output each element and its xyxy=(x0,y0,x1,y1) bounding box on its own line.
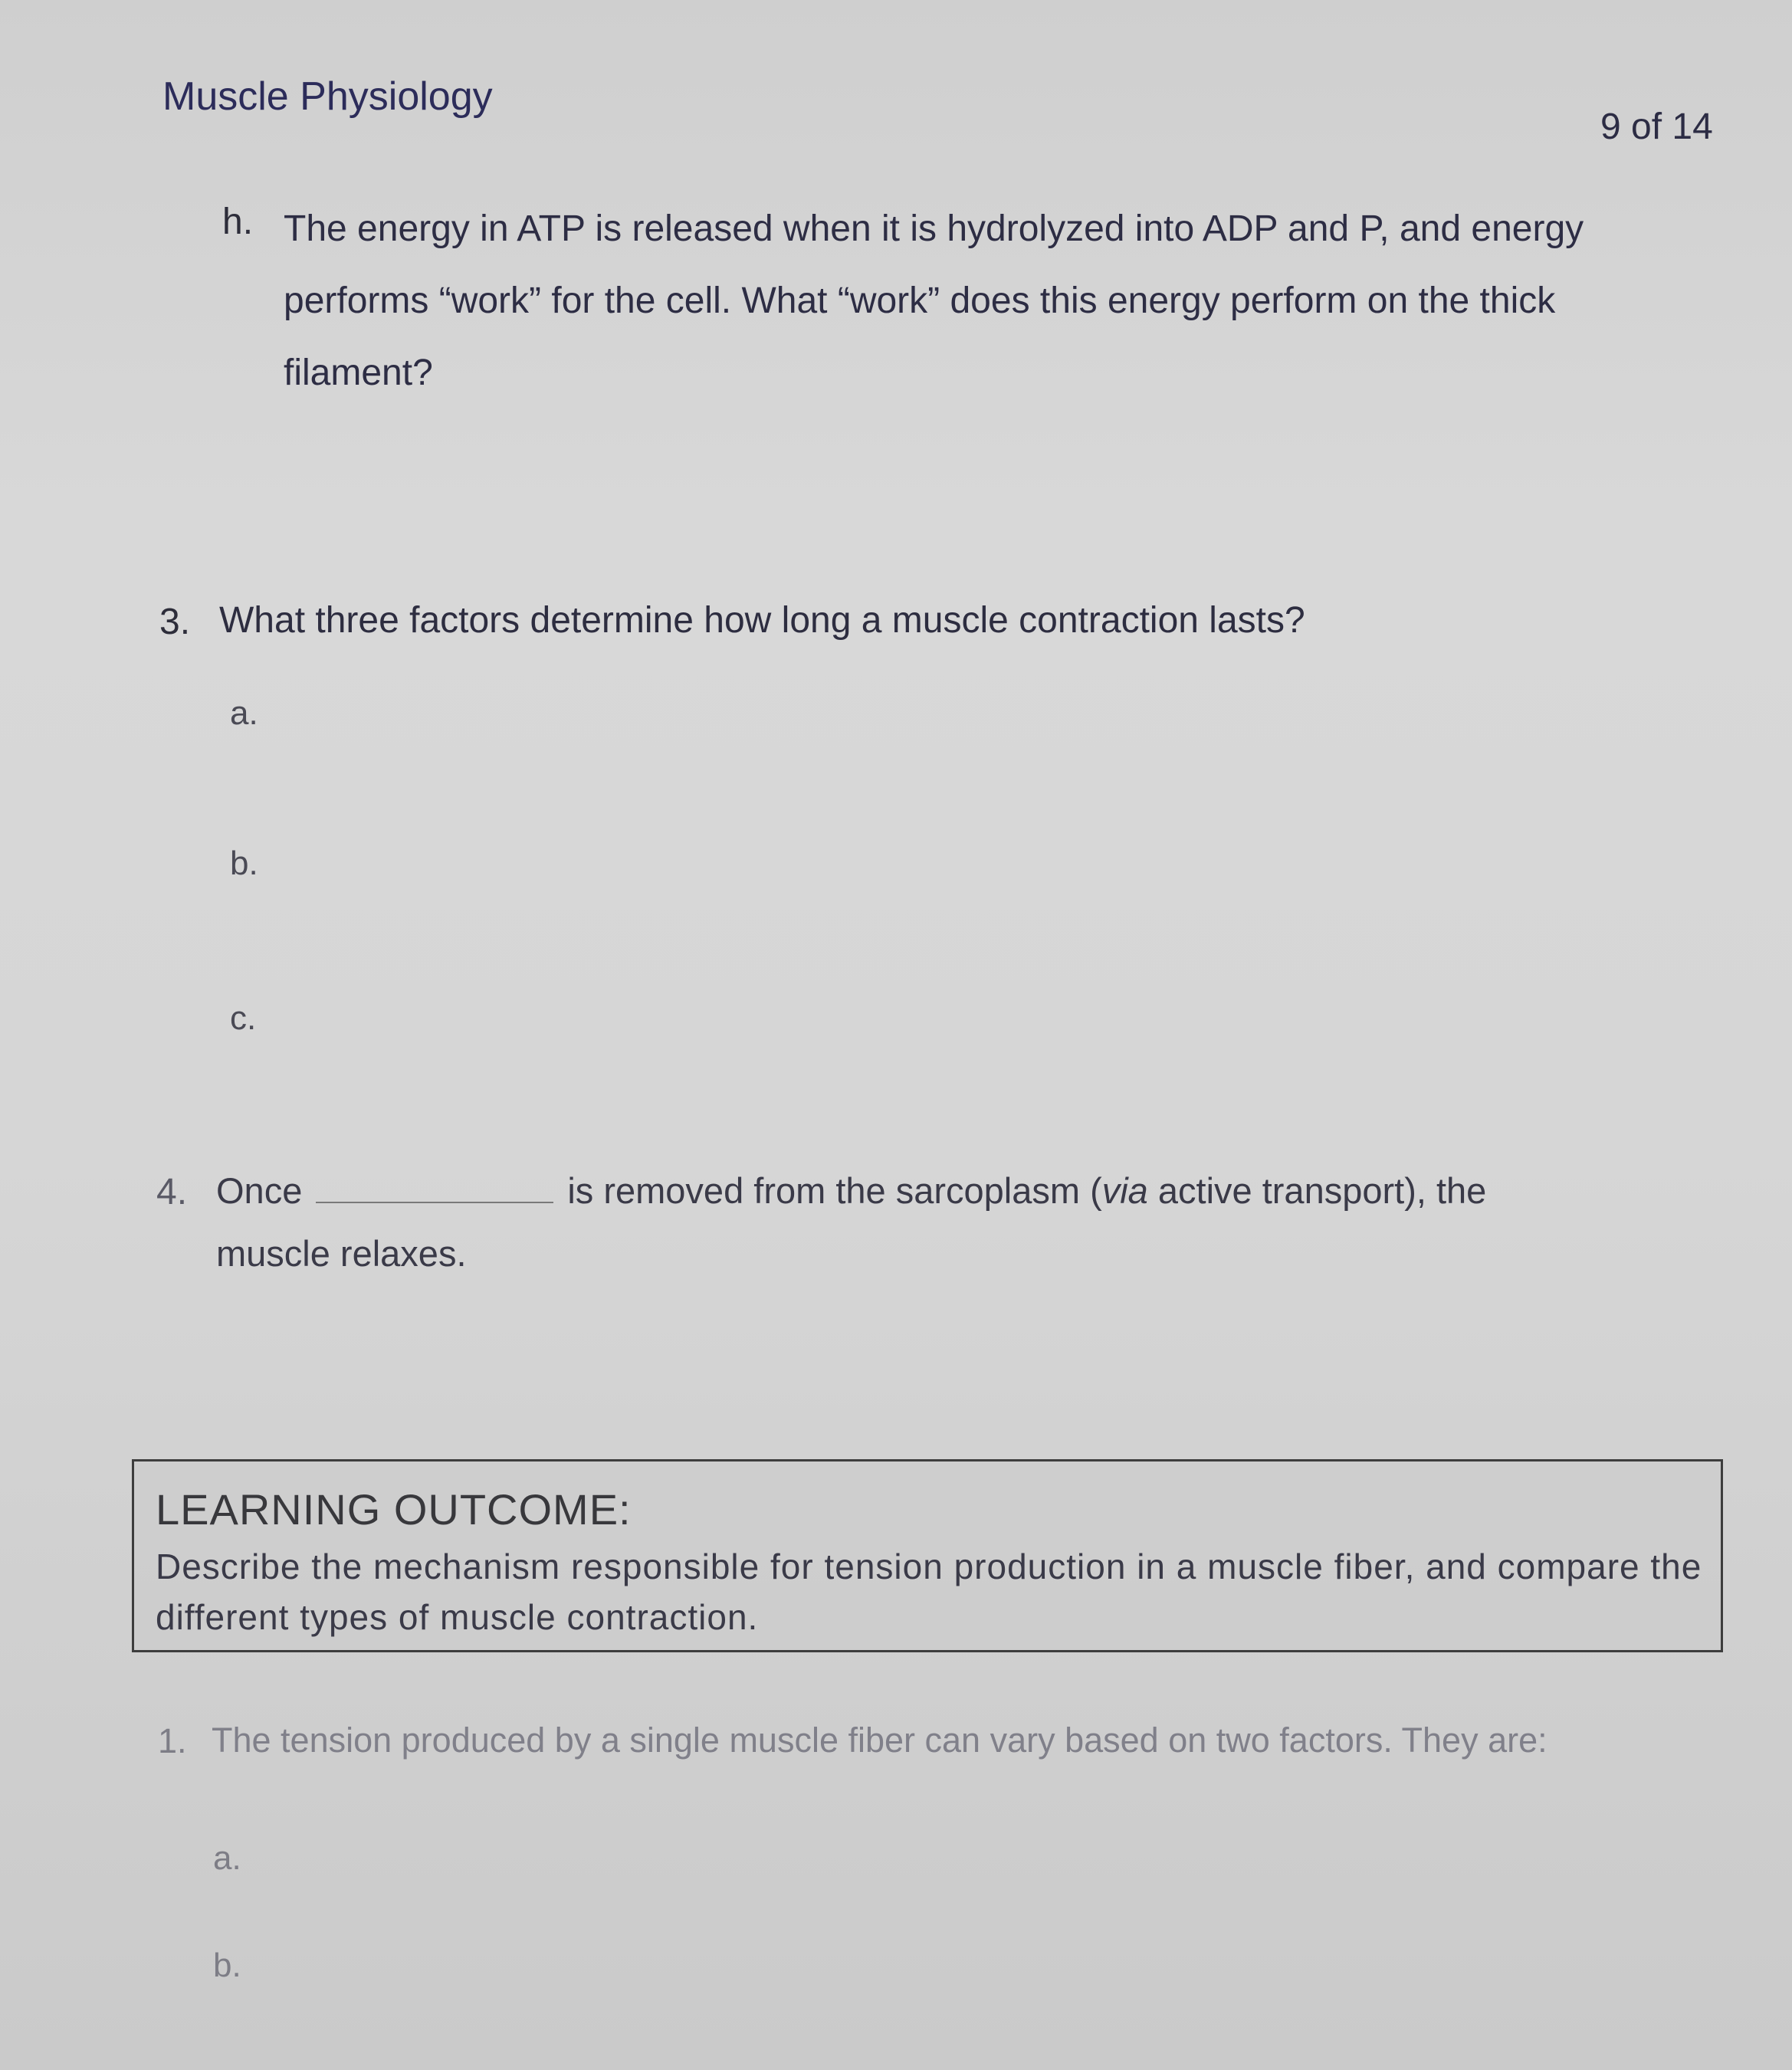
learning-outcome-heading: LEARNING OUTCOME: xyxy=(156,1485,632,1534)
item-h-text: The energy in ATP is released when it is hydrolyzed into ADP and P, and energy performs “work” for the cell. What “work” does this energy perform on the thick filament? xyxy=(284,208,1584,393)
page-number: 9 of 14 xyxy=(1600,107,1713,147)
question-4-after-blank: is removed from the sarcoplasm ( xyxy=(567,1170,1102,1211)
header-title: Muscle Physiology xyxy=(162,74,493,119)
question-3-marker: 3. xyxy=(159,602,191,642)
question-1-answer-a: a. xyxy=(213,1839,241,1877)
question-3-text: What three factors determine how long a muscle contraction lasts? xyxy=(219,600,1305,641)
question-1-text: The tension produced by a single muscle fiber can vary based on two factors. They are: xyxy=(212,1721,1547,1760)
item-h-marker: h. xyxy=(222,202,254,242)
question-4-line-1 xyxy=(216,1170,1486,1212)
learning-outcome-box xyxy=(132,1459,1723,1652)
question-4-marker: 4. xyxy=(156,1172,188,1212)
fill-in-blank[interactable] xyxy=(316,1171,553,1203)
question-4-italic-word: via xyxy=(1101,1170,1148,1211)
learning-outcome-body: Describe the mechanism responsible for tension production in a muscle fiber, and compare the different types of muscle contraction. xyxy=(156,1547,1702,1637)
question-4-after-italic: active transport), the xyxy=(1147,1170,1487,1211)
question-3-answer-b: b. xyxy=(230,845,258,882)
question-1-answer-b: b. xyxy=(213,1947,241,1984)
question-1-marker: 1. xyxy=(158,1721,187,1760)
question-3-answer-c: c. xyxy=(230,999,257,1037)
question-4-line-2: muscle relaxes. xyxy=(216,1233,467,1274)
question-4-before-blank: Once xyxy=(216,1170,303,1211)
question-3-answer-a: a. xyxy=(230,694,258,732)
